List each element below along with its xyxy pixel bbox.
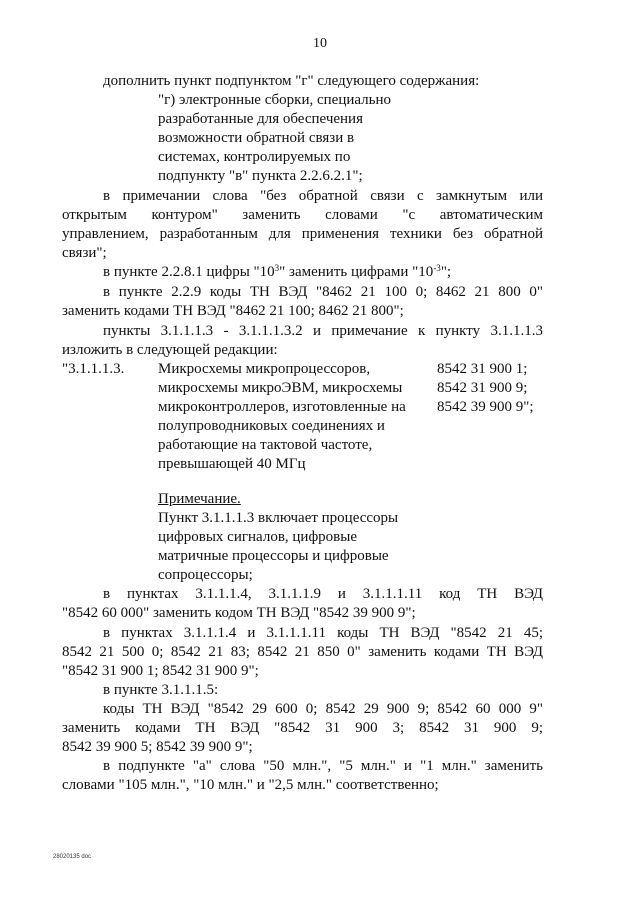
text-line: пункты 3.1.1.1.3 - 3.1.1.1.3.2 и примечание к пункту 3.1.1.1.3 bbox=[103, 323, 543, 339]
text-line: Микросхемы микропроцессоров, bbox=[158, 361, 371, 377]
text-line: Пункт 3.1.1.1.3 включает процессоры bbox=[158, 510, 399, 526]
tn-ved-code: 8542 31 900 9; bbox=[437, 380, 528, 396]
file-reference: 28020135 doc bbox=[53, 854, 92, 860]
tn-ved-code: 8542 31 900 1; bbox=[437, 361, 528, 377]
text-line: заменить кодами ТН ВЭД "8542 31 900 3; 8542 31 900 9; bbox=[62, 720, 543, 736]
text-line: микросхемы микроЭВМ, микросхемы bbox=[158, 380, 403, 396]
text-line: возможности обратной связи в bbox=[158, 130, 355, 146]
text-line: в примечании слова "без обратной связи с замкнутым или bbox=[103, 188, 543, 204]
text-line: в пунктах 3.1.1.1.4 и 3.1.1.1.11 коды ТН ВЭД "8542 21 45; bbox=[103, 625, 543, 641]
text-line: в пунктах 3.1.1.1.4, 3.1.1.1.9 и 3.1.1.1.11 код ТН ВЭД bbox=[103, 586, 543, 602]
text-line: подпункту "в" пункта 2.2.6.2.1"; bbox=[158, 168, 363, 184]
text-line: цифровых сигналов, цифровые bbox=[158, 529, 357, 545]
text-line: системах, контролируемых по bbox=[158, 149, 351, 165]
text-line: в пункте 2.2.8.1 цифры "$10^3$" заменить цифрами "$10^{-3}$"; bbox=[103, 263, 452, 280]
text-line: в подпункте "а" слова "50 млн.", "5 млн." и "1 млн." заменить bbox=[103, 758, 543, 774]
text-line: превышающей 40 МГц bbox=[158, 456, 306, 472]
text-line: в пункте 2.2.9 коды ТН ВЭД "8462 21 100 0; 8462 21 800 0" bbox=[103, 284, 543, 300]
text-line: открытым контуром" заменить словами "с автоматическим bbox=[62, 207, 543, 223]
item-number: "3.1.1.1.3. bbox=[62, 361, 125, 377]
text-line: "г) электронные сборки, специально bbox=[158, 92, 392, 108]
text-line: разработанные для обеспечения bbox=[158, 111, 363, 127]
text-line: матричные процессоры и цифровые bbox=[158, 548, 389, 564]
page-number: 10 bbox=[313, 36, 327, 51]
text-line: дополнить пункт подпунктом "г" следующего содержания: bbox=[103, 73, 480, 89]
text-line: изложить в следующей редакции: bbox=[62, 342, 278, 358]
text-line: "8542 60 000" заменить кодом ТН ВЭД "8542 39 900 9"; bbox=[62, 605, 416, 621]
note-heading: Примечание. bbox=[158, 491, 241, 507]
text-line: 8542 39 900 5; 8542 39 900 9"; bbox=[62, 739, 253, 755]
text-line: словами "105 млн.", "10 млн." и "2,5 млн." соответственно; bbox=[62, 777, 439, 793]
text-line: управлением, разработанным для применения техники без обратной bbox=[62, 226, 543, 242]
text-line: "8542 31 900 1; 8542 31 900 9"; bbox=[62, 663, 259, 679]
text-line: коды ТН ВЭД "8542 29 600 0; 8542 29 900 9; 8542 60 000 9" bbox=[103, 701, 543, 717]
text-line: работающие на тактовой частоте, bbox=[158, 437, 373, 453]
text-line: микроконтроллеров, изготовленные на bbox=[158, 399, 406, 415]
tn-ved-code: 8542 39 900 9"; bbox=[437, 399, 534, 415]
text-line: 8542 21 500 0; 8542 21 83; 8542 21 850 0" заменить кодами ТН ВЭД bbox=[62, 644, 543, 660]
text-line: связи"; bbox=[62, 245, 107, 261]
text-line: в пункте 3.1.1.1.5: bbox=[103, 682, 219, 698]
text-line: полупроводниковых соединениях и bbox=[158, 418, 385, 434]
text-line: сопроцессоры; bbox=[158, 567, 253, 583]
text-line: заменить кодами ТН ВЭД "8462 21 100; 8462 21 800"; bbox=[62, 303, 404, 319]
